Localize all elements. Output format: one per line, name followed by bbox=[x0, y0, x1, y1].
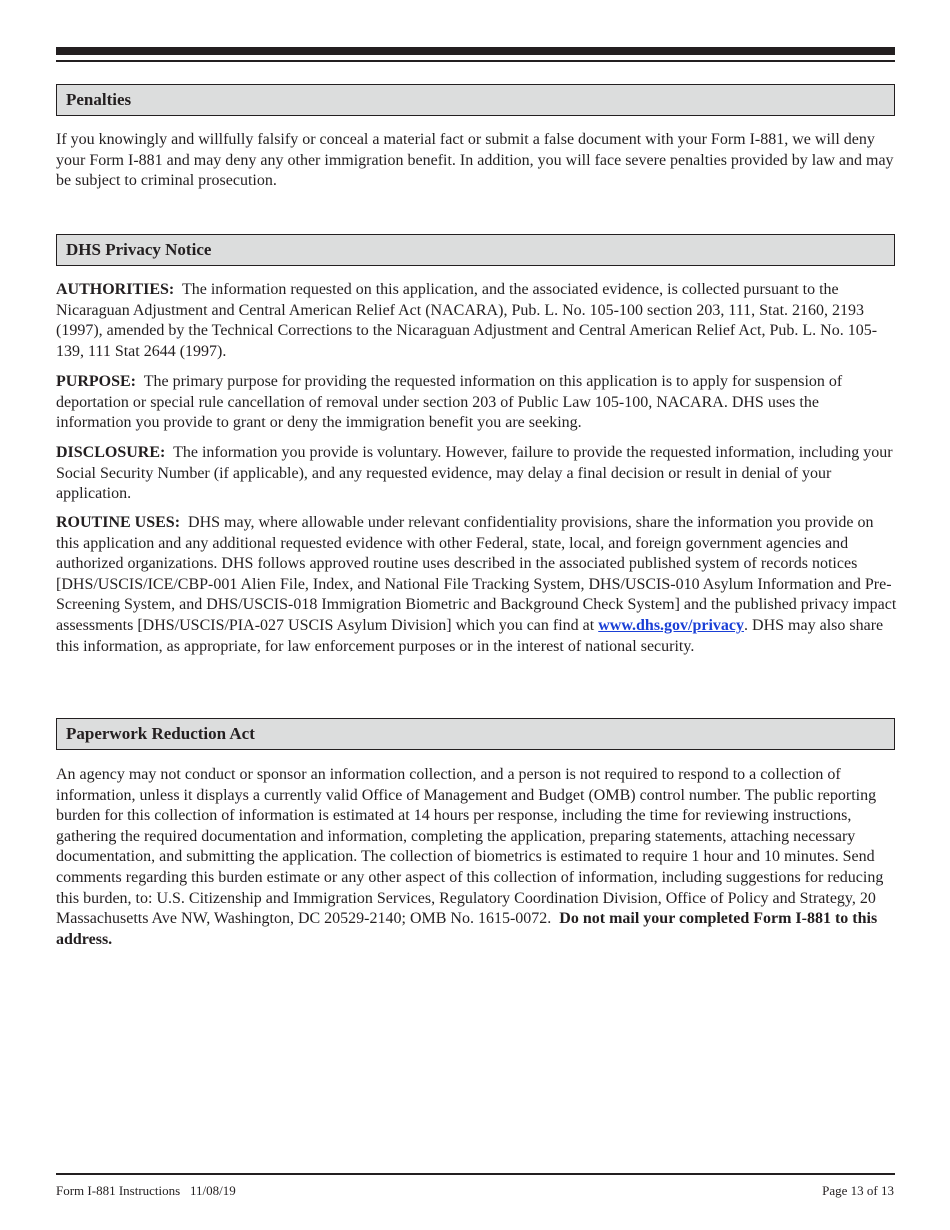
authorities-label: AUTHORITIES: bbox=[56, 281, 175, 298]
routine-uses-text: DHS may, where allowable under relevant confidentiality provisions, share the information you provide on this application and any additional requested evidence with other Federal, state, local, and foreign government agencies and authorized organizations. DHS follows approved routine uses described in the associated published system of records notices [DHS/USCIS/ICE/CBP-001 Alien File, Index, and National File Tracking System, DHS/USCIS-010 Asylum Information and Pre-Screening System, and DHS/USCIS-018 Immigration Biometric and Background Check System] and the published privacy impact assessments [DHS/USCIS/PIA-027 USCIS Asylum Division] which you can find at bbox=[56, 514, 897, 634]
penalties-title: Penalties bbox=[66, 90, 132, 109]
paperwork-paragraph bbox=[56, 765, 898, 950]
paperwork-text: An agency may not conduct or sponsor an information collection, and a person is not required to respond to a collection of information, unless it displays a currently valid Office of Management and Budget (OMB) control number. The public reporting burden for this collection of information is estimated at 14 hours per response, including the time for reviewing instructions, gathering the required documentation and information, completing the application, preparing statements, attaching necessary documentation, and submitting the application. The collection of biometrics is estimated to require 1 hour and 10 minutes. Send comments regarding this burden estimate or any other aspect of this collection of information, including suggestions for reducing this burden, to: U.S. Citizenship and Immigration Services, Regulatory Coordination Division, Office of Policy and Strategy, 20 Massachusetts Ave NW, Washington, DC 20529-2140; OMB No. 1615-0072. bbox=[56, 766, 884, 928]
footer-page-number: Page 13 of 13 bbox=[822, 1183, 894, 1198]
paperwork-title: Paperwork Reduction Act bbox=[66, 724, 255, 743]
privacy-title: DHS Privacy Notice bbox=[66, 240, 212, 259]
paperwork-header bbox=[56, 718, 895, 750]
privacy-header bbox=[56, 234, 895, 266]
top-rule-thick bbox=[56, 47, 895, 55]
purpose-text: The primary purpose for providing the requested information on this application is to apply for suspension of deportation or special rule cancellation of removal under section 203 of Public Law 105-100, NACARA. DHS uses the information you provide to grant or deny the immigration benefit you are seeking. bbox=[56, 373, 843, 432]
penalties-header bbox=[56, 84, 895, 116]
disclosure-text: The information you provide is voluntary. However, failure to provide the requested information, including your Social Security Number (if applicable), and any requested evidence, may delay a final decision or result in denial of your application. bbox=[56, 444, 893, 503]
disclosure-paragraph bbox=[56, 443, 898, 505]
footer-form-id: Form I-881 Instructions 11/08/19 bbox=[56, 1183, 236, 1198]
penalties-text: If you knowingly and willfully falsify or conceal a material fact or submit a false document with your Form I-881, we will deny your Form I-881 and may deny any other immigration benefit. In addition, you will face severe penalties provided by law and may be subject to criminal prosecution. bbox=[56, 131, 894, 190]
authorities-text: The information requested on this application, and the associated evidence, is collected pursuant to the Nicaraguan Adjustment and Central American Relief Act (NACARA), Pub. L. No. 105-100 section 203, 111, Stat. 2160, 2193 (1997), amended by the Technical Corrections to the Nicaraguan Adjustment and Central American Relief Act, Pub. L. No. 105-139, 111 Stat 2644 (1997). bbox=[56, 281, 878, 360]
dhs-privacy-link[interactable]: www.dhs.gov/privacy bbox=[598, 616, 745, 634]
top-rule-thin bbox=[56, 60, 895, 62]
purpose-label: PURPOSE: bbox=[56, 373, 136, 390]
routine-uses-label: ROUTINE USES: bbox=[56, 514, 181, 531]
authorities-paragraph bbox=[56, 280, 898, 362]
routine-uses-text-end: . DHS may also share this information, as appropriate, for law enforcement purposes or in the interest of national security. bbox=[56, 616, 884, 655]
paperwork-bold-notice: Do not mail your completed Form I-881 to this address. bbox=[56, 910, 878, 948]
footer-rule bbox=[56, 1173, 895, 1175]
purpose-paragraph bbox=[56, 372, 898, 434]
routine-uses-paragraph bbox=[56, 513, 898, 657]
disclosure-label: DISCLOSURE: bbox=[56, 444, 166, 461]
